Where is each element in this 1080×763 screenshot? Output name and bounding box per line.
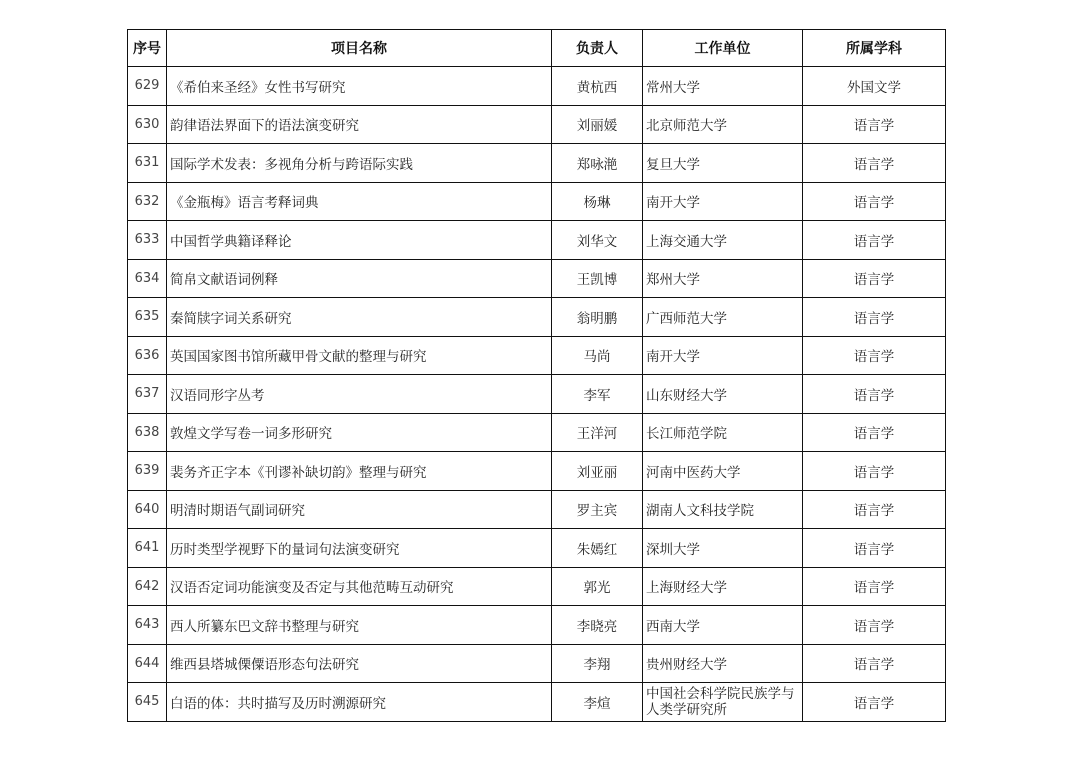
- cell-leader: 刘亚丽: [552, 452, 643, 491]
- cell-project-name: 敦煌文学写卷一词多形研究: [167, 413, 552, 452]
- cell-project-name: 《希伯来圣经》女性书写研究: [167, 67, 552, 106]
- table-row: [128, 67, 946, 106]
- cell-subject: 语言学: [803, 606, 946, 645]
- cell-leader: 刘华文: [552, 221, 643, 260]
- table-row: [128, 221, 946, 260]
- cell-subject: 语言学: [803, 490, 946, 529]
- cell-project-name: 英国国家图书馆所藏甲骨文献的整理与研究: [167, 336, 552, 375]
- cell-leader: 朱嫣红: [552, 529, 643, 568]
- table-body: [128, 67, 946, 722]
- table-row: [128, 298, 946, 337]
- cell-unit: 南开大学: [643, 336, 803, 375]
- cell-serial: 639: [128, 452, 167, 491]
- cell-serial: 645: [128, 683, 167, 722]
- cell-project-name: 简帛文献语词例释: [167, 259, 552, 298]
- cell-serial: 629: [128, 67, 167, 106]
- cell-serial: 642: [128, 567, 167, 606]
- cell-subject: 外国文学: [803, 67, 946, 106]
- header-unit: 工作单位: [643, 30, 803, 67]
- table-row: [128, 144, 946, 183]
- cell-project-name: 历时类型学视野下的量词句法演变研究: [167, 529, 552, 568]
- cell-leader: 刘丽媛: [552, 105, 643, 144]
- cell-leader: 王凯博: [552, 259, 643, 298]
- cell-subject: 语言学: [803, 529, 946, 568]
- cell-leader: 李军: [552, 375, 643, 414]
- cell-unit: 长江师范学院: [643, 413, 803, 452]
- cell-serial: 643: [128, 606, 167, 645]
- cell-leader: 黄杭西: [552, 67, 643, 106]
- cell-unit: 广西师范大学: [643, 298, 803, 337]
- header-serial: 序号: [128, 30, 167, 67]
- cell-unit: 山东财经大学: [643, 375, 803, 414]
- cell-unit: 北京师范大学: [643, 105, 803, 144]
- table-row: [128, 683, 946, 722]
- cell-subject: 语言学: [803, 375, 946, 414]
- cell-project-name: 维西县塔城傈僳语形态句法研究: [167, 644, 552, 683]
- cell-serial: 634: [128, 259, 167, 298]
- cell-serial: 631: [128, 144, 167, 183]
- cell-subject: 语言学: [803, 221, 946, 260]
- table-row: [128, 375, 946, 414]
- cell-serial: 632: [128, 182, 167, 221]
- cell-project-name: 秦简牍字词关系研究: [167, 298, 552, 337]
- cell-serial: 633: [128, 221, 167, 260]
- cell-subject: 语言学: [803, 144, 946, 183]
- cell-subject: 语言学: [803, 644, 946, 683]
- cell-serial: 630: [128, 105, 167, 144]
- cell-leader: 郭光: [552, 567, 643, 606]
- cell-leader: 翁明鹏: [552, 298, 643, 337]
- cell-unit: 中国社会科学院民族学与人类学研究所: [643, 683, 803, 722]
- cell-serial: 637: [128, 375, 167, 414]
- cell-subject: 语言学: [803, 259, 946, 298]
- table-row: [128, 105, 946, 144]
- table-row: [128, 490, 946, 529]
- project-table: [127, 29, 946, 722]
- cell-subject: 语言学: [803, 452, 946, 491]
- cell-leader: 李晓亮: [552, 606, 643, 645]
- table-row: [128, 259, 946, 298]
- cell-subject: 语言学: [803, 336, 946, 375]
- table-row: [128, 644, 946, 683]
- cell-serial: 641: [128, 529, 167, 568]
- table-row: [128, 606, 946, 645]
- cell-unit: 上海交通大学: [643, 221, 803, 260]
- cell-subject: 语言学: [803, 683, 946, 722]
- cell-project-name: 韵律语法界面下的语法演变研究: [167, 105, 552, 144]
- cell-project-name: 中国哲学典籍译释论: [167, 221, 552, 260]
- cell-unit: 复旦大学: [643, 144, 803, 183]
- cell-leader: 杨琳: [552, 182, 643, 221]
- table-row: [128, 529, 946, 568]
- cell-serial: 635: [128, 298, 167, 337]
- cell-project-name: 汉语同形字丛考: [167, 375, 552, 414]
- cell-project-name: 西人所纂东巴文辞书整理与研究: [167, 606, 552, 645]
- table-header-row: [128, 30, 946, 67]
- cell-subject: 语言学: [803, 182, 946, 221]
- cell-leader: 李翔: [552, 644, 643, 683]
- cell-project-name: 国际学术发表：多视角分析与跨语际实践: [167, 144, 552, 183]
- header-project-name: 项目名称: [167, 30, 552, 67]
- cell-project-name: 《金瓶梅》语言考释词典: [167, 182, 552, 221]
- cell-leader: 马尚: [552, 336, 643, 375]
- cell-unit: 西南大学: [643, 606, 803, 645]
- cell-project-name: 裴务齐正字本《刊谬补缺切韵》整理与研究: [167, 452, 552, 491]
- cell-leader: 郑咏滟: [552, 144, 643, 183]
- cell-subject: 语言学: [803, 298, 946, 337]
- cell-leader: 李煊: [552, 683, 643, 722]
- cell-serial: 644: [128, 644, 167, 683]
- table-row: [128, 452, 946, 491]
- table-row: [128, 413, 946, 452]
- cell-leader: 王洋河: [552, 413, 643, 452]
- header-subject: 所属学科: [803, 30, 946, 67]
- table-row: [128, 567, 946, 606]
- cell-unit: 郑州大学: [643, 259, 803, 298]
- cell-project-name: 白语的体：共时描写及历时溯源研究: [167, 683, 552, 722]
- cell-unit: 南开大学: [643, 182, 803, 221]
- cell-subject: 语言学: [803, 105, 946, 144]
- cell-unit: 贵州财经大学: [643, 644, 803, 683]
- cell-project-name: 明清时期语气副词研究: [167, 490, 552, 529]
- cell-serial: 636: [128, 336, 167, 375]
- cell-unit: 深圳大学: [643, 529, 803, 568]
- cell-project-name: 汉语否定词功能演变及否定与其他范畴互动研究: [167, 567, 552, 606]
- table-row: [128, 182, 946, 221]
- cell-unit: 上海财经大学: [643, 567, 803, 606]
- table-row: [128, 336, 946, 375]
- header-leader: 负责人: [552, 30, 643, 67]
- cell-unit: 河南中医药大学: [643, 452, 803, 491]
- cell-serial: 640: [128, 490, 167, 529]
- cell-subject: 语言学: [803, 413, 946, 452]
- cell-serial: 638: [128, 413, 167, 452]
- cell-subject: 语言学: [803, 567, 946, 606]
- cell-leader: 罗主宾: [552, 490, 643, 529]
- cell-unit: 常州大学: [643, 67, 803, 106]
- cell-unit: 湖南人文科技学院: [643, 490, 803, 529]
